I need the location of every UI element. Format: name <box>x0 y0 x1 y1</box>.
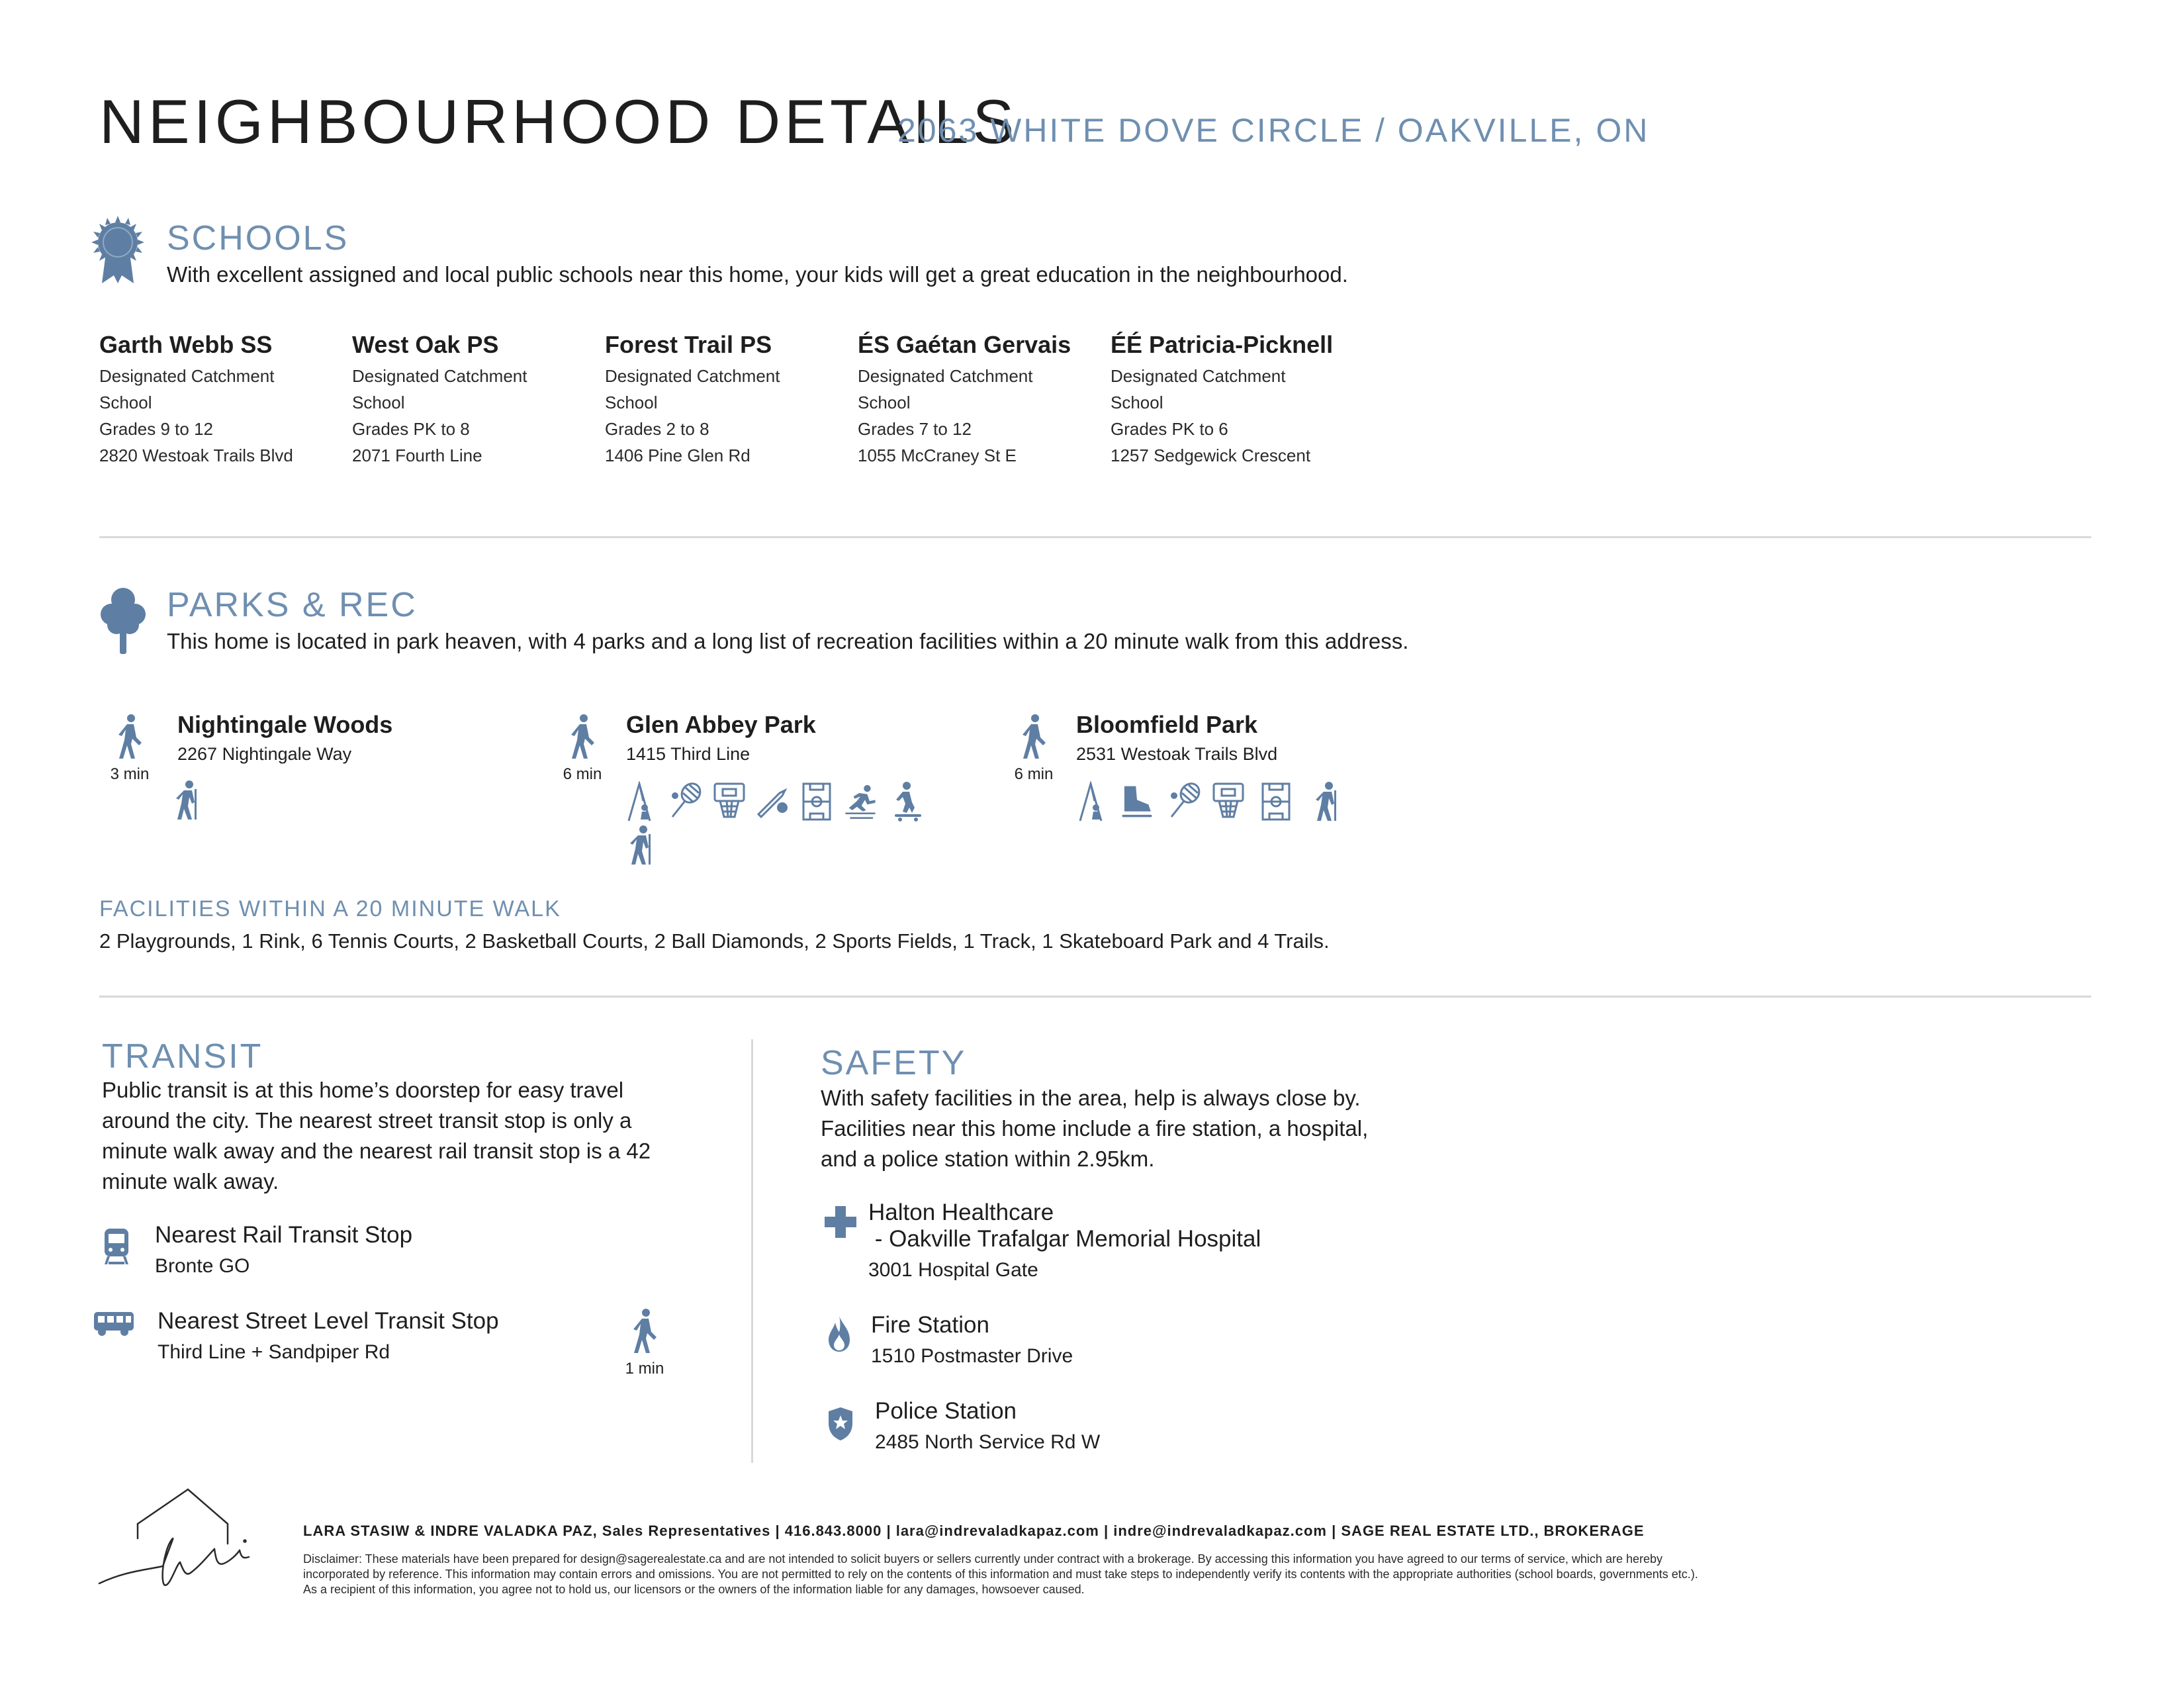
school-type: School <box>352 393 405 412</box>
police-badge-icon <box>827 1406 854 1442</box>
school-card <box>99 331 351 469</box>
walking-icon <box>1019 714 1048 760</box>
school-card <box>858 331 1109 469</box>
rink-icon <box>1120 781 1154 822</box>
school-catchment: Designated Catchment <box>352 366 527 386</box>
sports-field-icon <box>799 781 834 822</box>
park-address: 2531 Westoak Trails Blvd <box>1076 744 1278 764</box>
sports-field-icon <box>1259 781 1293 822</box>
school-type: School <box>99 393 152 412</box>
school-name: ÉÉ Patricia-Picknell <box>1111 331 1334 358</box>
school-grades: Grades 9 to 12 <box>99 419 213 439</box>
hospital-name: Halton Healthcare <box>868 1199 1054 1225</box>
walking-icon <box>115 714 144 760</box>
park-card <box>1076 711 1277 765</box>
school-catchment: Designated Catchment <box>605 366 780 386</box>
basketball-icon <box>712 781 747 822</box>
school-address: 1257 Sedgewick Crescent <box>1111 445 1311 465</box>
ribbon-icon <box>87 213 148 286</box>
fire-station-name: Fire Station <box>871 1312 989 1338</box>
transit-title: TRANSIT <box>102 1037 263 1076</box>
school-card <box>605 331 856 469</box>
column-divider <box>751 1039 753 1463</box>
rail-stop-name: Bronte GO <box>155 1255 250 1277</box>
school-name: Forest Trail PS <box>605 331 772 358</box>
police-station-address: 2485 North Service Rd W <box>875 1431 1101 1453</box>
school-name: ÉS Gaétan Gervais <box>858 331 1071 358</box>
school-catchment: Designated Catchment <box>99 366 275 386</box>
hospital-address: 3001 Hospital Gate <box>868 1259 1038 1281</box>
walk-time: 3 min <box>110 765 150 783</box>
tree-icon <box>99 585 147 655</box>
trail-icon <box>625 825 659 866</box>
schools-description: With excellent assigned and local public schools near this home, your kids will get a great education in the neighbourhood. <box>167 262 1348 287</box>
fire-station-address: 1510 Postmaster Drive <box>871 1345 1073 1367</box>
school-grades: Grades PK to 6 <box>1111 419 1228 439</box>
street-stop-name: Third Line + Sandpiper Rd <box>158 1341 390 1363</box>
facilities-title: FACILITIES WITHIN A 20 MINUTE WALK <box>99 896 561 921</box>
school-catchment: Designated Catchment <box>1111 366 1286 386</box>
street-stop-title: Nearest Street Level Transit Stop <box>158 1308 499 1334</box>
school-name: West Oak PS <box>352 331 499 358</box>
facilities-list: 2 Playgrounds, 1 Rink, 6 Tennis Courts, 2 Basketball Courts, 2 Ball Diamonds, 2 Sports Fields, 1 Track, 1 Skateboard Park and 4 Trails. <box>99 929 1330 953</box>
school-grades: Grades PK to 8 <box>352 419 470 439</box>
school-type: School <box>858 393 911 412</box>
schools-title: SCHOOLS <box>167 219 349 258</box>
footer-disclaimer: Disclaimer: These materials have been prepared for design@sagerealestate.ca and are not intended to solicit buyers or sellers currently under contract with a brokerage. By accessing this information you have agreed to our terms of service, which are hereby incorporated by reference. This information may contain errors and omissions. You are not permitted to rely on the contents of this information and must take steps to independently verify its contents with the appropriate authorities (school boards, governments etc.). As a recipient of this information, you agree not to hold us, our licensors or the owners of the information liable for any damages, howsoever caused. <box>303 1552 1698 1596</box>
safety-description: With safety facilities in the area, help is always close by. Facilities near this home include a fire station, a hospital, and a police station within 2.95km. <box>821 1086 1369 1171</box>
basketball-icon <box>1211 781 1246 822</box>
footer-contact: LARA STASIW & INDRE VALADKA PAZ, Sales Representatives | 416.843.8000 | lara@indrevaladkapaz.com | indre@indrevaladkapaz.com | SAGE REAL ESTATE LTD., BROKERAGE <box>303 1523 1645 1539</box>
walking-icon <box>568 714 597 760</box>
school-card <box>1111 331 1362 469</box>
section-divider <box>99 536 2091 538</box>
school-type: School <box>605 393 658 412</box>
train-icon <box>102 1226 131 1266</box>
page-subtitle: 2063 WHITE DOVE CIRCLE / OAKVILLE, ON <box>897 112 1650 149</box>
school-catchment: Designated Catchment <box>858 366 1033 386</box>
rail-stop-title: Nearest Rail Transit Stop <box>155 1222 413 1248</box>
parks-title: PARKS & REC <box>167 586 418 624</box>
transit-description: Public transit is at this home’s doorstep for easy travel around the city. The nearest street transit stop is only a minute walk away and the nearest rail transit stop is a 42 minute walk away. <box>102 1078 651 1194</box>
school-grades: Grades 7 to 12 <box>858 419 972 439</box>
trail-icon <box>171 780 205 821</box>
park-name: Nightingale Woods <box>177 711 393 738</box>
section-divider <box>99 996 2091 998</box>
school-address: 1406 Pine Glen Rd <box>605 445 751 465</box>
park-name: Bloomfield Park <box>1076 711 1258 738</box>
school-address: 2071 Fourth Line <box>352 445 482 465</box>
park-address: 2267 Nightingale Way <box>177 744 352 764</box>
police-station-name: Police Station <box>875 1398 1017 1424</box>
school-name: Garth Webb SS <box>99 331 273 358</box>
track-icon <box>843 781 878 822</box>
park-address: 1415 Third Line <box>626 744 751 764</box>
school-grades: Grades 2 to 8 <box>605 419 709 439</box>
park-card <box>626 711 816 765</box>
walk-time: 1 min <box>625 1360 664 1378</box>
school-address: 2820 Westoak Trails Blvd <box>99 445 293 465</box>
bus-icon <box>93 1311 135 1337</box>
hospital-name-line2: - Oakville Trafalgar Memorial Hospital <box>868 1226 1261 1252</box>
walking-icon <box>630 1308 659 1354</box>
parks-description: This home is located in park heaven, with 4 parks and a long list of recreation facilities within a 20 minute walk from this address. <box>167 629 1409 653</box>
trail-icon <box>1310 781 1345 822</box>
skateboard-icon <box>891 781 925 822</box>
school-address: 1055 McCraney St E <box>858 445 1017 465</box>
school-type: School <box>1111 393 1163 412</box>
flame-icon <box>827 1315 851 1353</box>
baseball-icon <box>756 781 790 822</box>
tennis-icon <box>668 781 703 822</box>
park-card <box>177 711 392 765</box>
safety-title: SAFETY <box>821 1044 967 1082</box>
walk-time: 6 min <box>1014 765 1054 783</box>
walk-time: 6 min <box>563 765 602 783</box>
playground-icon <box>1076 781 1111 822</box>
hospital-cross-icon <box>823 1205 858 1239</box>
playground-icon <box>625 781 659 822</box>
school-card <box>352 331 604 469</box>
page-title: NEIGHBOURHOOD DETAILS <box>99 87 1019 156</box>
park-name: Glen Abbey Park <box>626 711 816 738</box>
tennis-icon <box>1167 781 1202 822</box>
brand-logo-icon <box>98 1485 270 1591</box>
